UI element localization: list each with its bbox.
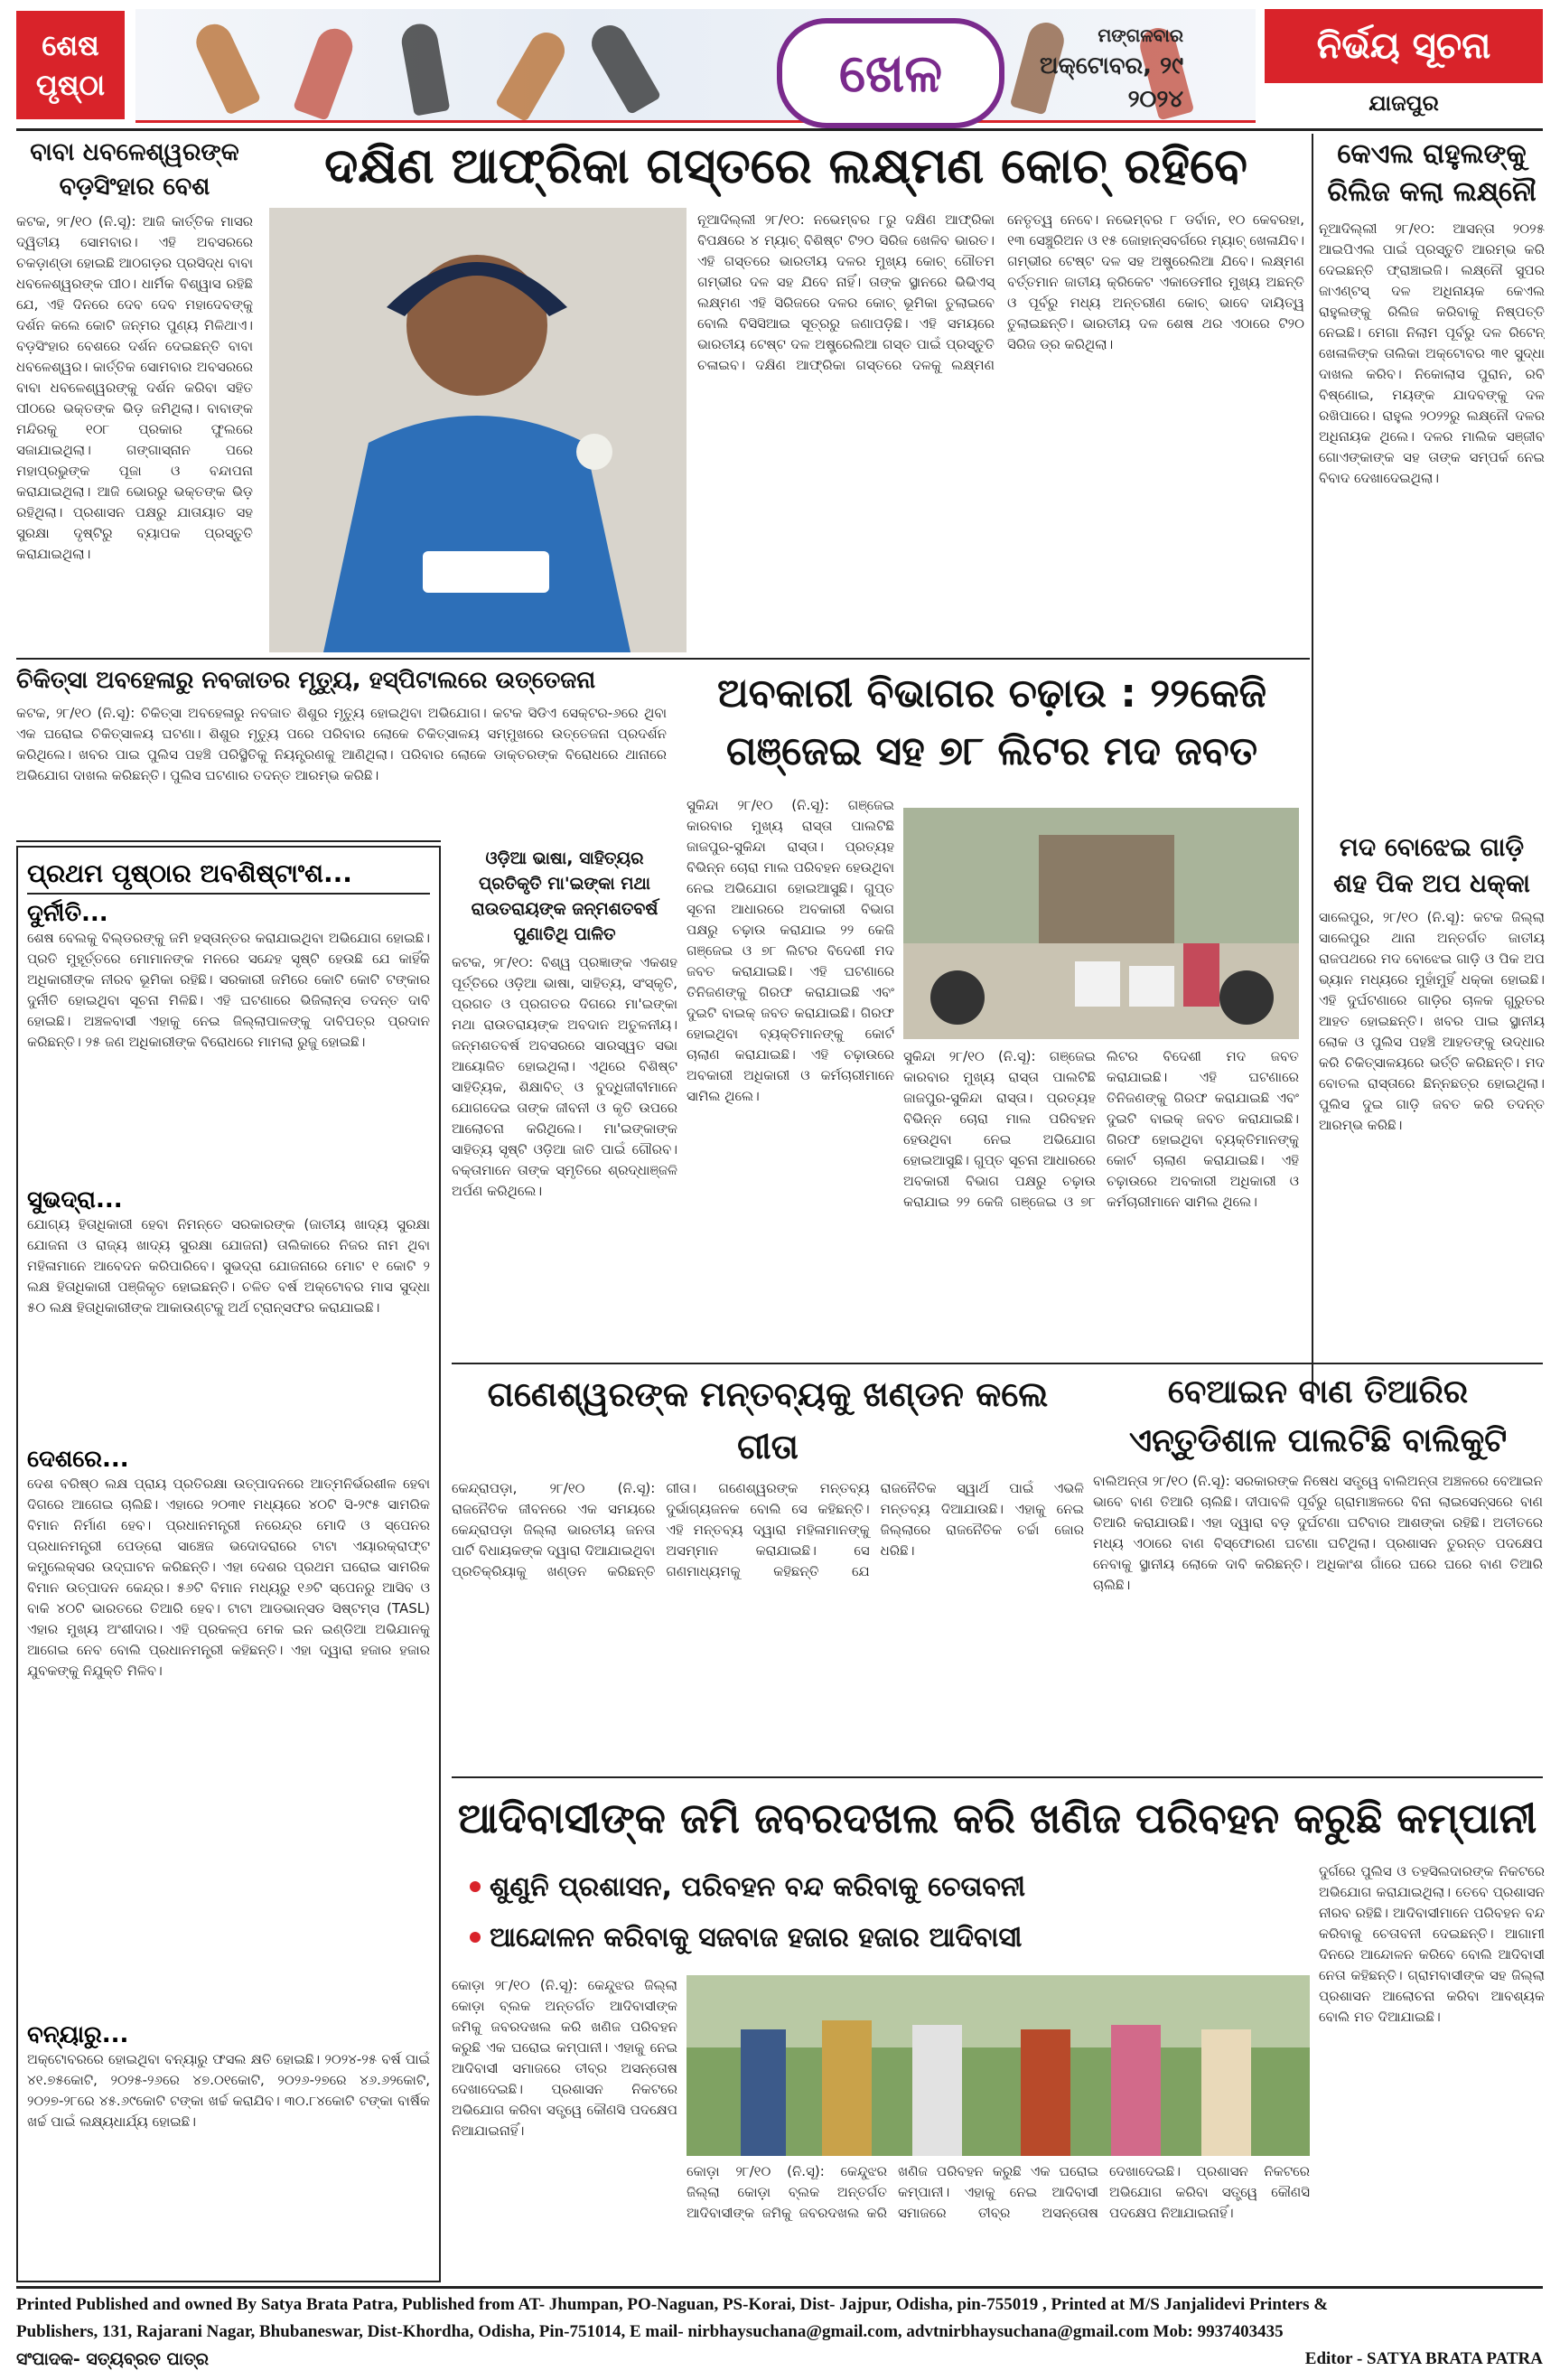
article-body: ସୁକିନ୍ଦା ୨୮/୧୦ (ନି.ସୂ): ଗଞ୍ଜେଇ କାରବାର ମୁଖ୍ୟ ରାସ୍ତା ପାଲଟିଛି ଜାଜପୁର-ସୁକିନ୍ଦା ରାସ୍ତା। ପ୍ରତ୍ୟହ ବିଭିନ୍ନ ଚୋରା ମାଲ ପରିବହନ ହେଉଥିବା ନେଇ ଅଭିଯୋଗ ହୋଇଆସୁଛି। ଗୁପ୍ତ ସୂଚନା ଆଧାରରେ ଅବକାରୀ ବିଭାଗ ପକ୍ଷରୁ ଚଢ଼ାଉ କରାଯାଇ ୨୨ କେଜି ଗଞ୍ଜେଇ ଓ ୭୮ ଲିଟର ବିଦେଶୀ ମଦ ଜବତ କରାଯାଇଛି। ଏହି ଘଟଣାରେ ତିନିଜଣଙ୍କୁ ଗିରଫ କରାଯାଇଛି ଏବଂ ଦୁଇଟି ବାଇକ୍ ଜବତ କରାଯାଇଛି। ଗିରଫ ହୋଇଥିବା ବ୍ୟକ୍ତିମାନଙ୍କୁ କୋର୍ଟ ଚାଲାଣ କରାଯାଇଛି। ଏହି ଚଢ଼ାଉରେ ଅବକାରୀ ଅଧିକାରୀ ଓ କର୍ମଚାରୀମାନେ ସାମିଲ ଥିଲେ। [687, 797, 894, 1104]
sports-silhouette [293, 23, 358, 121]
section-label-box [16, 11, 125, 119]
article-body: ବାଲିଅନ୍ତା ୨୮/୧୦ (ନି.ସୂ): ସରକାରଙ୍କ ନିଷେଧ ସତ୍ତ୍ୱେ ବାଲିଅନ୍ତା ଅଞ୍ଚଳରେ ବେଆଇନ ଭାବେ ବାଣ ତିଆରି ଚାଲିଛି। ଦୀପାବଳି ପୂର୍ବରୁ ଗ୍ରାମାଞ୍ଚଳରେ ବିନା ଲାଇସେନ୍ସରେ ବାଣ ତିଆରି କରାଯାଉଛି। ଏହା ଦ୍ୱାରା ବଡ଼ ଦୁର୍ଘଟଣା ଘଟିବାର ଆଶଙ୍କା ରହିଛି। ଅତୀତରେ ମଧ୍ୟ ଏଠାରେ ବାଣ ବିସ୍ଫୋରଣ ଘଟଣା ଘଟିଥିଲା। ପ୍ରଶାସନ ତୁରନ୍ତ ପଦକ୍ଷେପ ନେବାକୁ ସ୍ଥାନୀୟ ଲୋକେ ଦାବି କରିଛନ୍ତି। ଅଧିକାଂଶ ଗାଁରେ ଘରେ ଘରେ ବାଣ ତିଆରି ଚାଲିଛି। [1093, 1473, 1543, 1593]
tribal-bullet [470, 1861, 1310, 1912]
footer-line-1: Printed Published and owned By Satya Brata Patra, Published from AT- Jhumpan, PO-Naguan, PS-Korai, Dist- Jajpur, Odisha, pin-755019 , Printed at M/S Janjalidevi Printers & [16, 2295, 1329, 2314]
continued-section [27, 1446, 430, 2016]
paper-name-bar [1265, 9, 1543, 83]
continued-section-title: ସୁଭଦ୍ରା... [27, 1186, 123, 1213]
footer-line-2: Publishers, 131, Rajarani Nagar, Bhubaneswar, Dist-Khordha, Odisha, Pin-751014, E mail- nirbhaysuchana@gmail.com, advtnirbhaysuchana@gmail.com Mob: 9937403435 [16, 2322, 1284, 2341]
sports-silhouette [585, 19, 662, 116]
row-divider [452, 1776, 1543, 1778]
row-divider [452, 1363, 1543, 1364]
bullet-icon [470, 1932, 481, 1943]
continued-section-title: ବନ୍ୟାରୁ... [27, 2021, 129, 2048]
article-rahul [1319, 136, 1545, 822]
coach-photo [269, 208, 687, 652]
excise-headline-line2: ଗଞ୍ଜେଇ ସହ ୭୮ ଲିଟର ମଦ ଜବତ [725, 728, 1258, 774]
section-label: ଶେଷ ପୃଷ୍ଠା [35, 28, 106, 102]
article-headline: ଚିକିତ୍ସା ଅବହେଳାରୁ ନବଜାତର ମୃତ୍ୟୁ, ହସ୍ପିଟାଲରେ ଉତ୍ତେଜନା [16, 667, 596, 694]
continued-section [27, 900, 430, 1181]
continued-section [27, 1186, 430, 1440]
article-headline [1093, 1368, 1543, 1466]
article-accident [1319, 829, 1545, 1408]
date-label: ଅକ୍ଟୋବର, ୨୯ [1040, 52, 1183, 80]
article-headline: ଓଡ଼ିଆ ଭାଷା, ସାହିତ୍ୟର ପ୍ରତିକୃତି ମା'ଇଙ୍କା ମଥା ରାଉତରାୟଙ୍କ ଜନ୍ମଶତବର୍ଷ ପୁଣାତିଥି ପାଳିତ [471, 848, 659, 944]
coach-photo-illustration [269, 208, 687, 652]
article-headline: ବାବା ଧବଳେଶ୍ୱରଙ୍କ ବଡ଼ସିଂହାର ବେଶ [30, 138, 239, 201]
article-headline: ଗଣେଶ୍ୱରଙ୍କ ମନ୍ତବ୍ୟକୁ ଖଣ୍ଡନ କଲେ ଗୀତା [487, 1374, 1049, 1466]
sand-headline-line2: ଏନ୍ତୁଡିଶାଳ ପାଲଟିଛି ବାଲିକୁଟି [1128, 1422, 1508, 1459]
year-label: ୨୦୨୪ [1127, 86, 1183, 113]
tribal-bullet [470, 1912, 1310, 1963]
row-divider [16, 840, 441, 842]
article-body: କେନ୍ଦ୍ରାପଡ଼ା, ୨୮/୧୦ (ନି.ସୂ): ରାଜନୈତିକ ଜୀବନରେ ଏକ ସମୟରେ କେନ୍ଦ୍ରାପଡ଼ା ଜିଲ୍ଲା ଭାରତୀୟ ଜନତା ପାର୍ଟି ବିଧାୟକଙ୍କ ଦ୍ୱାରା ଦିଆଯାଇଥିବା ପ୍ରତିକ୍ରିୟାକୁ ଖଣ୍ଡନ କରିଛନ୍ତି ଗୀତା। ଗଣେଶ୍ୱରଙ୍କ ମନ୍ତବ୍ୟ ଦୁର୍ଭାଗ୍ୟଜନକ ବୋଲି ସେ କହିଛନ୍ତି। ଏହି ମନ୍ତବ୍ୟ ଦ୍ୱାରା ମହିଳାମାନଙ୍କୁ ଅସମ୍ମାନ କରାଯାଇଛି। ସେ ଗଣମାଧ୍ୟମକୁ କହିଛନ୍ତି ଯେ ରାଜନୈତିକ ସ୍ୱାର୍ଥ ପାଇଁ ଏଭଳି ମନ୍ତବ୍ୟ ଦିଆଯାଉଛି। ଏହାକୁ ନେଇ ଜିଲ୍ଲାରେ ରାଜନୈତିକ ଚର୍ଚ୍ଚା ଜୋର ଧରିଛି। [452, 1480, 1084, 1579]
footer [16, 2291, 1543, 2375]
article-headline: ମଦ ବୋଝେଇ ଗାଡ଼ି ଶହ ପିକ ଅପ ଧକ୍କା [1333, 832, 1530, 898]
day-label: ମଙ୍ଗଳବାର [1098, 24, 1183, 46]
article-body: ସାଲେପୁର, ୨୮/୧୦ (ନି.ସୂ): କଟକ ଜିଲ୍ଲା ସାଲେପୁର ଥାନା ଅନ୍ତର୍ଗତ ଜାତୀୟ ରାଜପଥରେ ମଦ ବୋଝେଇ ଗାଡ଼ି ଓ ପିକ ଅପ ଭ୍ୟାନ ମଧ୍ୟରେ ମୁହାଁମୁହିଁ ଧକ୍କା ହୋଇଛି। ଏହି ଦୁର୍ଘଟଣାରେ ଗାଡ଼ିର ଚାଳକ ଗୁରୁତର ଆହତ ହୋଇଛନ୍ତି। ଖବର ପାଇ ସ୍ଥାନୀୟ ଲୋକ ଓ ପୁଲିସ ପହଞ୍ଚି ଆହତଙ୍କୁ ଉଦ୍ଧାର କରି ଚିକିତ୍ସାଳୟରେ ଭର୍ତ୍ତି କରିଛନ୍ତି। ମଦ ବୋତଲ ରାସ୍ତାରେ ଛିନ୍ନଛତ୍ର ହୋଇଥିଲା। ପୁଲିସ ଦୁଇ ଗାଡ଼ି ଜବତ କରି ତଦନ୍ତ ଆରମ୍ଭ କରିଛି। [1319, 909, 1545, 1133]
date-block [1021, 22, 1183, 116]
article-body-continued: ସୁକିନ୍ଦା ୨୮/୧୦ (ନି.ସୂ): ଗଞ୍ଜେଇ କାରବାର ମୁଖ୍ୟ ରାସ୍ତା ପାଲଟିଛି ଜାଜପୁର-ସୁକିନ୍ଦା ରାସ୍ତା। ପ୍ରତ୍ୟହ ବିଭିନ୍ନ ଚୋରା ମାଲ ପରିବହନ ହେଉଥିବା ନେଇ ଅଭିଯୋଗ ହୋଇଆସୁଛି। ଗୁପ୍ତ ସୂଚନା ଆଧାରରେ ଅବକାରୀ ବିଭାଗ ପକ୍ଷରୁ ଚଢ଼ାଉ କରାଯାଇ ୨୨ କେଜି ଗଞ୍ଜେଇ ଓ ୭୮ ଲିଟର ବିଦେଶୀ ମଦ ଜବତ କରାଯାଇଛି। ଏହି ଘଟଣାରେ ତିନିଜଣଙ୍କୁ ଗିରଫ କରାଯାଇଛି ଏବଂ ଦୁଇଟି ବାଇକ୍ ଜବତ କରାଯାଇଛି। ଗିରଫ ହୋଇଥିବା ବ୍ୟକ୍ତିମାନଙ୍କୁ କୋର୍ଟ ଚାଲାଣ କରାଯାଇଛି। ଏହି ଚଢ଼ାଉରେ ଅବକାରୀ ଅଧିକାରୀ ଓ କର୍ମଚାରୀମାନେ ସାମିଲ ଥିଲେ। [903, 1048, 1299, 1210]
masthead-banner [135, 9, 1256, 123]
article-body: କଟକ, ୨୮/୧୦ (ନି.ସୂ): ଚିକିତ୍ସା ଅବହେଳାରୁ ନବଜାତ ଶିଶୁର ମୃତ୍ୟୁ ହୋଇଥିବା ଅଭିଯୋଗ। କଟକ ସିଡିଏ ସେକ୍ଟର-୬ରେ ଥିବା ଏକ ଘରୋଇ ଚିକିତ୍ସାଳୟ ଘଟଣା। ଶିଶୁର ମୃତ୍ୟୁ ପରେ ପରିବାର ଲୋକେ ଚିକିତ୍ସାଳୟ ସମ୍ମୁଖରେ ଉତ୍ତେଜନା ପ୍ରଦର୍ଶନ କରିଥିଲେ। ଖବର ପାଇ ପୁଲିସ ପହଞ୍ଚି ପରିସ୍ଥିତିକୁ ନିୟନ୍ତ୍ରଣକୁ ଆଣିଥିଲା। ପରିବାର ଲୋକେ ଡାକ୍ତରଙ୍କ ବିରୋଧରେ ଥାନାରେ ଅଭିଯୋଗ ଦାଖଲ କରିଛନ୍ତି। ପୁଲିସ ଘଟଣାର ତଦନ୍ତ ଆରମ୍ଭ କରିଛି। [16, 705, 667, 783]
lead-headline: ଦକ୍ଷିଣ ଆଫ୍ରିକା ଗସ୍ତରେ ଲକ୍ଷ୍ମଣ କୋଚ୍ ରହିବେ [324, 137, 1247, 194]
row-divider [16, 658, 1310, 660]
seizure-photo-illustration [903, 808, 1299, 1039]
article-baba [16, 136, 253, 655]
bullet-icon [470, 1881, 481, 1892]
city-label: ଯାଜପୁର [1369, 90, 1439, 116]
continued-section-body: ଯୋଗ୍ୟ ହିତାଧିକାରୀ ହେବା ନିମନ୍ତେ ସରକାରଙ୍କ (ଜାତୀୟ ଖାଦ୍ୟ ସୁରକ୍ଷା ଯୋଜନା ଓ ରାଜ୍ୟ ଖାଦ୍ୟ ସୁରକ୍ଷା ଯୋଜନା) ତାଲିକାରେ ନିଜର ନାମ ଥିବା ମହିଳାମାନେ ଆବେଦନ କରିପାରିବେ। ସୁଭଦ୍ରା ଯୋଜନାରେ ମୋଟ ୧ କୋଟି ୨ ଲକ୍ଷ ହିତାଧିକାରୀ ପଞ୍ଜିକୃତ ହୋଇଛନ୍ତି। ଚଳିତ ବର୍ଷ ଅକ୍ଟୋବର ମାସ ସୁଦ୍ଧା ୫୦ ଲକ୍ଷ ହିତାଧିକାରୀଙ୍କ ଆକାଉଣ୍ଟକୁ ଅର୍ଥ ଟ୍ରାନ୍ସଫର କରାଯାଇଛି। [27, 1216, 430, 1316]
continued-section-body: ଶେଷ ବେଲକୁ ବିଲ୍ଡରଙ୍କୁ ଜମି ହସ୍ତାନ୍ତର କରାଯାଇଥିବା ଅଭିଯୋଗ ହୋଇଛି। ପ୍ରତି ମୁହୂର୍ତ୍ତରେ ମୋମାନଙ୍କ ମନରେ ସନ୍ଦେହ ସୃଷ୍ଟି ହେଉଛି ଯେ କାହିଁକି ଅଧିକାରୀଙ୍କ ନୀରବ ଭୂମିକା ରହିଛି। ସରକାରୀ ଜମିରେ କୋଟି କୋଟି ଟଙ୍କାର ଦୁର୍ନୀତି ହୋଇଥିବା ସୂଚନା ମିଳିଛି। ଏହି ଘଟଣାରେ ଭିଜିଲାନ୍ସ ତଦନ୍ତ ଦାବି ହୋଇଛି। ଅଞ୍ଚଳବାସୀ ଏହାକୁ ନେଇ ଜିଲ୍ଲାପାଳଙ୍କୁ ଦାବିପତ୍ର ପ୍ରଦାନ କରିଛନ୍ତି। ୨୫ ଜଣ ଅଧିକାରୀଙ୍କ ବିରୋଧରେ ମାମଲା ରୁଜୁ ହୋଇଛି। [27, 930, 430, 1050]
sports-silhouette [399, 21, 451, 116]
article-sand [1093, 1368, 1543, 1775]
sports-silhouette [191, 18, 262, 116]
tribal-bullet-text: ଆନ୍ଦୋଳନ କରିବାକୁ ସଜବାଜ ହଜାର ହଜାର ଆଦିବାସୀ [490, 1921, 1023, 1954]
article-odia-language [452, 846, 677, 1361]
editor-english: Editor - SATYA BRATA PATRA [1304, 2349, 1543, 2368]
paper-name: ନିର୍ଭୟ ସୂଚନା [1316, 25, 1491, 67]
excise-headline-line1: ଅବକାରୀ ବିଭାଗର ଚଢ଼ାଉ : ୨୨କେଜି [716, 670, 1267, 717]
tribal-bullets [470, 1861, 1310, 1970]
excise-headline [676, 665, 1308, 781]
column-divider [1312, 134, 1313, 1399]
article-body: ନୂଆଦିଲ୍ଲୀ ୨୮/୧୦: ନଭେମ୍ବର ୮ରୁ ଦକ୍ଷିଣ ଆଫ୍ରିକା ବିପକ୍ଷରେ ୪ ମ୍ୟାଚ୍ ବିଶିଷ୍ଟ ଟି୨୦ ସିରିଜ ଖେଳିବ ଭାରତ। ଏହି ଗସ୍ତରେ ଭାରତୀୟ ଦଳର ମୁଖ୍ୟ କୋଚ୍ ଗୌତମ ଗମ୍ଭୀର ଦଳ ସହ ଯିବେ ନାହିଁ। ତାଙ୍କ ସ୍ଥାନରେ ଭିଭିଏସ୍ ଲକ୍ଷ୍ମଣ ଏହି ସିରିଜରେ ଦଳର କୋଚ୍ ଭୂମିକା ତୁଲାଇବେ ବୋଲି ବିସିସିଆଇ ସୂତ୍ରରୁ ଜଣାପଡ଼ିଛି। ଏହି ସମୟରେ ଭାରତୀୟ ଟେଷ୍ଟ ଦଳ ଅଷ୍ଟ୍ରେଲିଆ ଗସ୍ତ ପାଇଁ ପ୍ରସ୍ତୁତି ଚଳାଇବ। ଦକ୍ଷିଣ ଆଫ୍ରିକା ଗସ୍ତରେ ଦଳକୁ ଲକ୍ଷ୍ମଣ ନେତୃତ୍ୱ ନେବେ। ନଭେମ୍ବର ୮ ଡର୍ବାନ, ୧୦ କେବରହା, ୧୩ ସେଞ୍ଚୁରିଅନ ଓ ୧୫ ଜୋହାନ୍ସବର୍ଗରେ ମ୍ୟାଚ୍ ଖେଳାଯିବ। ଗମ୍ଭୀର ଟେଷ୍ଟ ଦଳ ସହ ଅଷ୍ଟ୍ରେଲିଆ ଯିବେ। ଲକ୍ଷ୍ମଣ ବର୍ତ୍ତମାନ ଜାତୀୟ କ୍ରିକେଟ ଏକାଡେମୀର ମୁଖ୍ୟ ଅଛନ୍ତି ଓ ପୂର୍ବରୁ ମଧ୍ୟ ଅନ୍ତରୀଣ କୋଚ୍ ଭାବେ ଦାୟିତ୍ୱ ତୁଲାଇଛନ୍ତି। ଭାରତୀୟ ଦଳ ଶେଷ ଥର ଏଠାରେ ଟି୨୦ ସିରିଜ ଡ୍ର କରିଥିଲା। [697, 211, 1304, 373]
continued-column [16, 846, 441, 2282]
section-title: ଖେଳ [777, 18, 1004, 128]
footer-divider [16, 2286, 1543, 2289]
article-body: କଟକ, ୨୮/୧୦ (ନି.ସୂ): ଆଜି କାର୍ତ୍ତିକ ମାସର ଦ୍ୱିତୀୟ ସୋମବାର। ଏହି ଅବସରରେ ଚକଡ଼ାଣ୍ଡା ହୋଇଛି ଆଠଗଡ଼ର ପ୍ରସିଦ୍ଧ ବାବା ଧବଳେଶ୍ୱରଙ୍କ ପୀଠ। ଧାର୍ମିକ ବିଶ୍ୱାସ ରହିଛି ଯେ, ଏହି ଦିନରେ ଦେବ ଦେବ ମହାଦେବଙ୍କୁ ଦର୍ଶନ କଲେ କୋଟି ଜନ୍ମର ପୁଣ୍ୟ ମିଳିଥାଏ। ବଡ଼ସିଂହାର ବେଶରେ ଦର୍ଶନ ଦେଇଛନ୍ତି ବାବା ଧବଳେଶ୍ୱର। କାର୍ତ୍ତିକ ସୋମବାର ଅବସରରେ ବାବା ଧବଳେଶ୍ୱରଙ୍କୁ ଦର୍ଶନ କରିବା ସହିତ ପୀଠରେ ଭକ୍ତଙ୍କ ଭିଡ଼ ଜମିଥିଲା। ବାବାଙ୍କ ମନ୍ଦିରକୁ ୧୦୮ ପ୍ରକାର ଫୁଲରେ ସଜାଯାଇଥିଲା। ଗଙ୍ଗାସ୍ନାନ ପରେ ମହାପ୍ରଭୁଙ୍କ ପୂଜା ଓ ବନ୍ଦାପନା କରାଯାଇଥିଲା। ଆଜି ଭୋରରୁ ଭକ୍ତଙ୍କ ଭିଡ଼ ରହିଥିଲା। ପ୍ରଶାସନ ପକ୍ଷରୁ ଯାତାୟାତ ସହ ସୁରକ୍ଷା ଦୃଷ୍ଟିରୁ ବ୍ୟାପକ ପ୍ରସ୍ତୁତି କରାଯାଇଥିଲା। [16, 213, 253, 562]
villagers-photo-illustration [687, 1975, 1310, 2156]
continued-section-title: ଦେଶରେ... [27, 1446, 129, 1473]
masthead-divider [16, 128, 1543, 131]
sand-headline-line1: ବେଆଇନ ବାଣ ତିଆରିର [1167, 1373, 1469, 1410]
continued-header: ପ୍ରଥମ ପୃଷ୍ଠାର ଅବଶିଷ୍ଟାଂଶ... [27, 855, 430, 895]
article-body: କଟକ, ୨୮/୧୦: ବିଶ୍ୱ ପ୍ରଜ୍ଞାଙ୍କ ଏକଶହ ପୂର୍ତ୍ତିରେ ଓଡ଼ିଆ ଭାଷା, ସାହିତ୍ୟ, ସଂସ୍କୃତି, ପ୍ରଗତ ଓ ପ୍ରଗତର ଦିଗରେ ମା'ଇଙ୍କା ମଥା ରାଉତରାୟଙ୍କ ଅବଦାନ ଅତୁଳନୀୟ। ଜନ୍ମଶତବର୍ଷ ଅବସରରେ ସାରସ୍ୱତ ସଭା ଆୟୋଜିତ ହୋଇଥିଲା। ଏଥିରେ ବିଶିଷ୍ଟ ସାହିତ୍ୟିକ, ଶିକ୍ଷାବିତ୍ ଓ ବୁଦ୍ଧିଜୀବୀମାନେ ଯୋଗଦେଇ ତାଙ୍କ ଜୀବନୀ ଓ କୃତି ଉପରେ ଆଲୋଚନା କରିଥିଲେ। ମା'ଇଙ୍କାଙ୍କ ସାହିତ୍ୟ ସୃଷ୍ଟି ଓଡ଼ିଆ ଜାତି ପାଇଁ ଗୌରବ। ବକ୍ତାମାନେ ତାଙ୍କ ସ୍ମୃତିରେ ଶ୍ରଦ୍ଧାଞ୍ଜଳି ଅର୍ପଣ କରିଥିଲେ। [452, 954, 677, 1199]
article-body: ନୂଆଦିଲ୍ଲୀ ୨୮/୧୦: ଆସନ୍ତା ୨୦୨୫ ଆଇପିଏଲ ପାଇଁ ପ୍ରସ୍ତୁତି ଆରମ୍ଭ କରି ଦେଇଛନ୍ତି ଫ୍ରାଞ୍ଚାଇଜି। ଲକ୍ଷ୍ନୌ ସୁପର ଜାଏଣ୍ଟସ୍ ଦଳ ଅଧିନାୟକ କେଏଲ ରାହୁଲଙ୍କୁ ରିଲିଜ କରିବାକୁ ନିଷ୍ପତ୍ତି ନେଇଛି। ମେଗା ନିଲାମ ପୂର୍ବରୁ ଦଳ ରିଟେନ୍ ଖେଳାଳିଙ୍କ ତାଲିକା ଅକ୍ଟୋବର ୩୧ ସୁଦ୍ଧା ଦାଖଲ କରିବ। ନିକୋଲାସ ପୁରାନ, ରବି ବିଷ୍ଣୋଇ, ମୟଙ୍କ ଯାଦବଙ୍କୁ ଦଳ ରଖିପାରେ। ରାହୁଲ ୨୦୨୨ରୁ ଲକ୍ଷ୍ନୌ ଦଳର ଅଧିନାୟକ ଥିଲେ। ଦଳର ମାଲିକ ସଞ୍ଜୀବ ଗୋଏଙ୍କାଙ୍କ ସହ ତାଙ୍କ ସମ୍ପର୍କ ନେଇ ବିବାଦ ଦେଖାଦେଇଥିଲା। [1319, 220, 1545, 486]
sports-silhouette [495, 26, 572, 123]
continued-section-body: ଅକ୍ଟୋବରରେ ହୋଇଥିବା ବନ୍ୟାରୁ ଫସଲ କ୍ଷତି ହୋଇଛି। ୨୦୨୪-୨୫ ବର୍ଷ ପାଇଁ ୪୧.୭୫କୋଟି, ୨୦୨୫-୨୬ରେ ୪୭.୦୧କୋଟି, ୨୦୨୬-୨୭ରେ ୪୬.୬୨କୋଟି, ୨୦୨୭-୨୮ରେ ୪୫.୬୯କୋଟି ଟଙ୍କା ଖର୍ଚ୍ଚ କରାଯିବ। ୩୦.୮୪କୋଟି ଟଙ୍କା ବାର୍ଷିକ ଖର୍ଚ୍ଚ ପାଇଁ ଲକ୍ଷ୍ୟଧାର୍ଯ୍ୟ ହୋଇଛି। [27, 2051, 430, 2130]
article-hospital [16, 663, 667, 835]
paper-name-box [1265, 9, 1543, 123]
editor-odia: ସଂପାଦକ- ସତ୍ୟବ୍ରତ ପାତ୍ର [16, 2349, 210, 2369]
article-headline: କେଏଲ ରାହୁଲଙ୍କୁ ରିଲିଜ କଲା ଲକ୍ଷ୍ନୌ [1327, 138, 1537, 208]
footer-editor-row [16, 2346, 1543, 2373]
continued-section-title: ଦୁର୍ନୀତି... [27, 900, 108, 927]
seizure-photo [903, 808, 1299, 1039]
tribal-body-center: କୋଡ଼ା ୨୮/୧୦ (ନି.ସୂ): କେନ୍ଦୁଝର ଜିଲ୍ଲା କୋଡ଼ା ବ୍ଲକ ଅନ୍ତର୍ଗତ ଆଦିବାସୀଙ୍କ ଜମିକୁ ଜବରଦଖଲ କରି ଖଣିଜ ପରିବହନ କରୁଛି ଏକ ଘରୋଇ କମ୍ପାନୀ। ଏହାକୁ ନେଇ ଆଦିବାସୀ ସମାଜରେ ତୀବ୍ର ଅସନ୍ତୋଷ ଦେଖାଦେଇଛି। ପ୍ରଶାସନ ନିକଟରେ ଅଭିଯୋଗ କରିବା ସତ୍ତ୍ୱେ କୌଣସି ପଦକ୍ଷେପ ନିଆଯାଇନାହିଁ। [687, 2163, 1310, 2221]
tribal-body-right: ଦୁର୍ଗରେ ପୁଲିସ ଓ ତହସିଲଦାରଙ୍କ ନିକଟରେ ଅଭିଯୋଗ କରାଯାଇଥିଲା। ତେବେ ପ୍ରଶାସନ ନୀରବ ରହିଛି। ଆଦିବାସୀମାନେ ପରିବହନ ବନ୍ଦ କରିବାକୁ ଚେତାବନୀ ଦେଇଛନ୍ତି। ଆଗାମୀ ଦିନରେ ଆନ୍ଦୋଳନ କରିବେ ବୋଲି ଆଦିବାସୀ ନେତା କହିଛନ୍ତି। ଗ୍ରାମବାସୀଙ୍କ ସହ ଜିଲ୍ଲା ପ୍ରଶାସନ ଆଲୋଚନା କରିବା ଆବଶ୍ୟକ ବୋଲି ମତ ଦିଆଯାଇଛି। [1319, 1863, 1545, 2025]
article-gita [452, 1368, 1084, 1775]
tribal-headline: ଆଦିବାସୀଙ୍କ ଜମି ଜବରଦଖଲ କରି ଖଣିଜ ପରିବହନ କରୁଛି କମ୍ପାନୀ [457, 1794, 1537, 1842]
continued-section-body: ଦେଶ ବରିଷ୍ଠ ଲକ୍ଷ ପ୍ରାୟ ପ୍ରତିରକ୍ଷା ଉତ୍ପାଦନରେ ଆତ୍ମନିର୍ଭରଶୀଳ ହେବା ଦିଗରେ ଆଗେଇ ଚାଲିଛି। ଏହାରେ ୨୦୩୧ ମଧ୍ୟରେ ୪୦ଟି ସି-୨୯୫ ସାମରିକ ବିମାନ ନିର୍ମାଣ ହେବ। ପ୍ରଧାନମନ୍ତ୍ରୀ ନରେନ୍ଦ୍ର ମୋଦି ଓ ସ୍ପେନର ପ୍ରଧାନମନ୍ତ୍ରୀ ପେଡ୍ରୋ ସାଞ୍ଚେଜ ଭଦୋଦରାରେ ଟାଟା ଏୟାରକ୍ରାଫ୍ଟ କମ୍ପ୍ଲେକ୍ସର ଉଦ୍‌ଘାଟନ କରିଛନ୍ତି। ଏହା ଦେଶର ପ୍ରଥମ ଘରୋଇ ସାମରିକ ବିମାନ ଉତ୍ପାଦନ କେନ୍ଦ୍ର। ୫୬ଟି ବିମାନ ମଧ୍ୟରୁ ୧୬ଟି ସ୍ପେନରୁ ଆସିବ ଓ ବାକି ୪୦ଟି ଭାରତରେ ତିଆରି ହେବ। ଟାଟା ଆଡଭାନ୍ସଡ ସିଷ୍ଟମ୍ସ (TASL) ଏହାର ମୁଖ୍ୟ ଅଂଶୀଦାର। ଏହି ପ୍ରକଳ୍ପ ମେକ ଇନ ଇଣ୍ଡିଆ ଅଭିଯାନକୁ ଆଗେଇ ନେବ ବୋଲି ପ୍ରଧାନମନ୍ତ୍ରୀ କହିଛନ୍ତି। ଏହା ଦ୍ୱାରା ହଜାର ହଜାର ଯୁବକଙ୍କୁ ନିଯୁକ୍ତି ମିଳିବ। [27, 1476, 430, 1679]
tribal-body-left: କୋଡ଼ା ୨୮/୧୦ (ନି.ସୂ): କେନ୍ଦୁଝର ଜିଲ୍ଲା କୋଡ଼ା ବ୍ଲକ ଅନ୍ତର୍ଗତ ଆଦିବାସୀଙ୍କ ଜମିକୁ ଜବରଦଖଲ କରି ଖଣିଜ ପରିବହନ କରୁଛି ଏକ ଘରୋଇ କମ୍ପାନୀ। ଏହାକୁ ନେଇ ଆଦିବାସୀ ସମାଜରେ ତୀବ୍ର ଅସନ୍ତୋଷ ଦେଖାଦେଇଛି। ପ୍ରଶାସନ ନିକଟରେ ଅଭିଯୋଗ କରିବା ସତ୍ତ୍ୱେ କୌଣସି ପଦକ୍ଷେପ ନିଆଯାଇନାହିଁ। [452, 1977, 677, 2139]
tribal-bullet-text: ଶୁଣୁନି ପ୍ରଶାସନ, ପରିବହନ ବନ୍ଦ କରିବାକୁ ଚେତାବନୀ [490, 1870, 1025, 1903]
continued-section [27, 2021, 430, 2185]
villagers-photo [687, 1975, 1310, 2156]
